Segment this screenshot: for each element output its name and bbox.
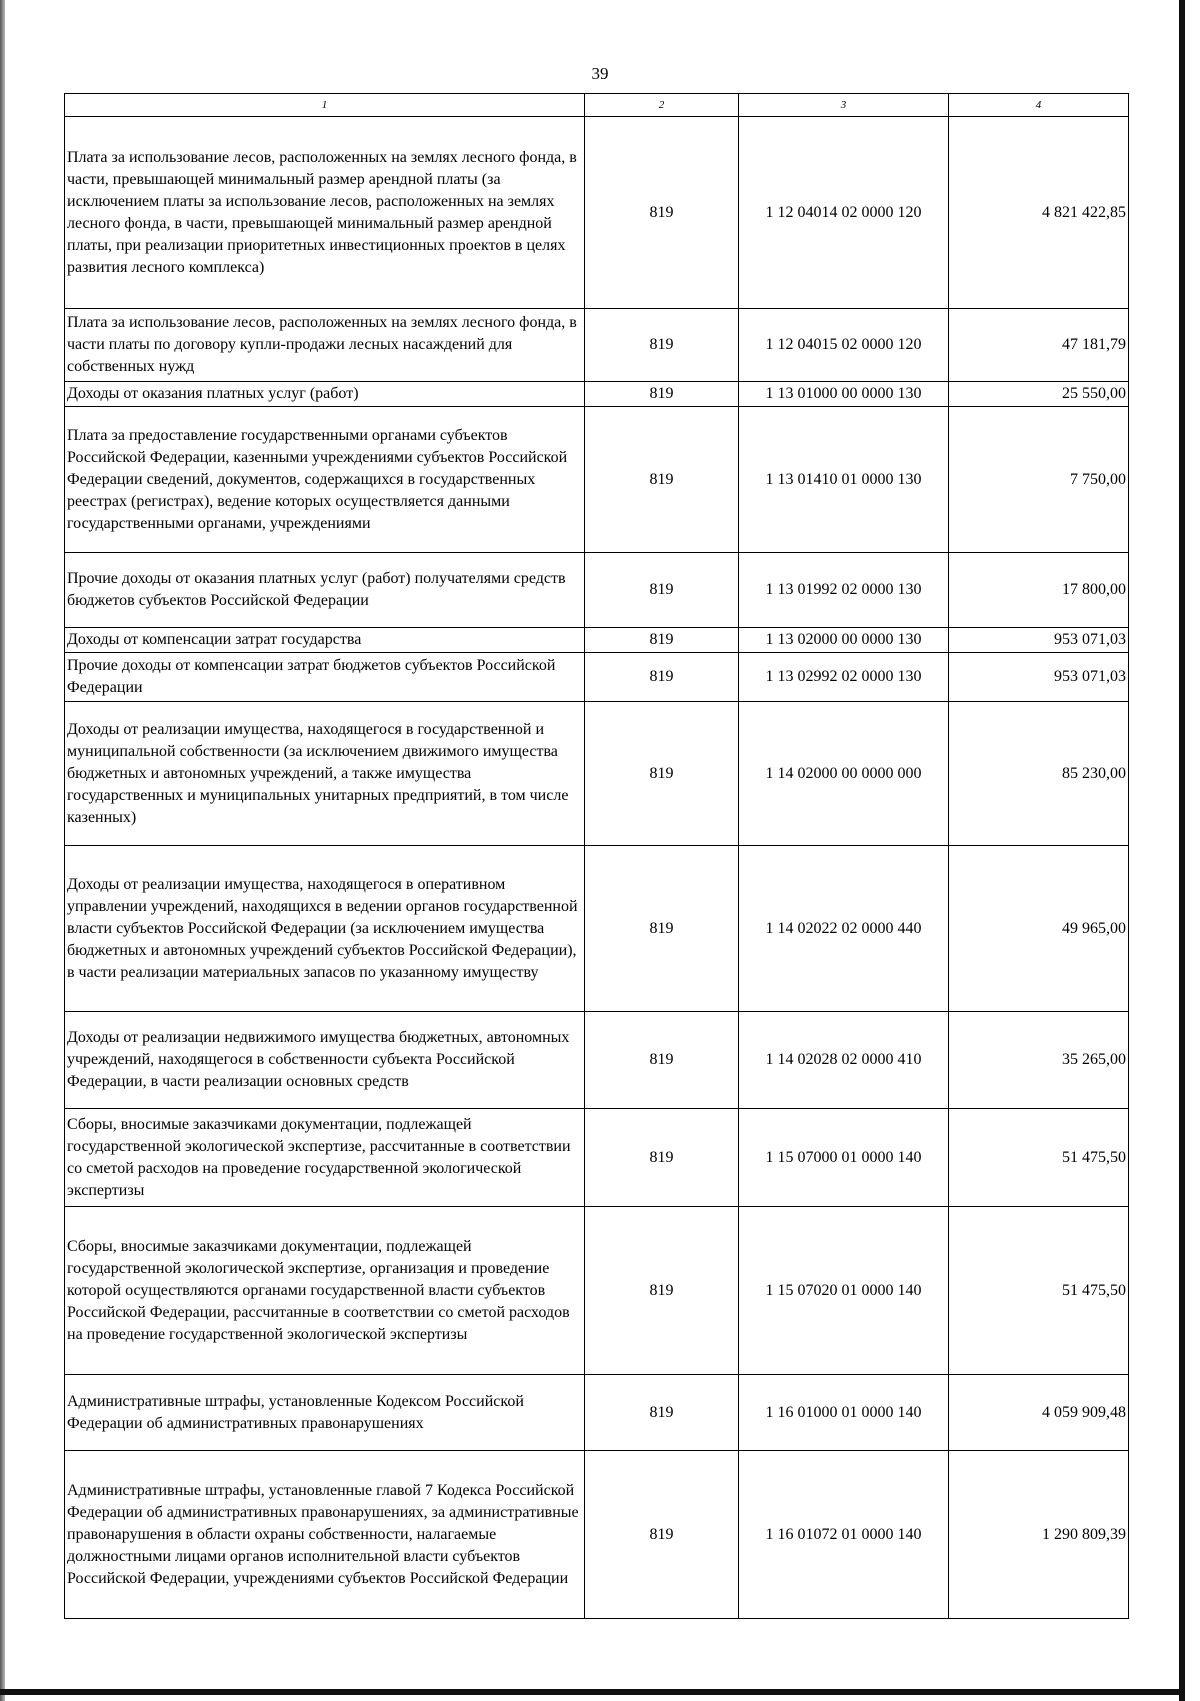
amount: 4 821 422,85 <box>949 117 1129 309</box>
budget-code: 1 12 04014 02 0000 120 <box>739 117 949 309</box>
admin-code: 819 <box>585 309 739 382</box>
amount: 25 550,00 <box>949 382 1129 407</box>
page-number: 39 <box>591 64 609 83</box>
scan-edge-right <box>1179 0 1185 1701</box>
admin-code: 819 <box>585 117 739 309</box>
income-name: Доходы от реализации имущества, находящегося в государственной и муниципальной собственности (за исключением движимого имущества бюджетных и автономных учреждений, а также имущества государственных и муниципальных унитарных предприятий, в том числе казенных) <box>65 702 585 846</box>
admin-code: 819 <box>585 407 739 553</box>
table-row <box>65 702 1129 846</box>
table-row <box>65 653 1129 702</box>
amount: 47 181,79 <box>949 309 1129 382</box>
income-name: Плата за предоставление государственными органами субъектов Российской Федерации, казенными учреждениями субъектов Российской Федерации сведений, документов, содержащихся в государственных реестрах (регистрах), ведение которых осуществляется данными государственными органами, учреждениями <box>65 407 585 553</box>
admin-code: 819 <box>585 628 739 653</box>
table-row <box>65 1109 1129 1207</box>
budget-code: 1 13 02992 02 0000 130 <box>739 653 949 702</box>
column-number: 4 <box>949 94 1129 117</box>
amount: 7 750,00 <box>949 407 1129 553</box>
revenue-table <box>64 93 1129 1619</box>
table-row <box>65 1207 1129 1375</box>
budget-code: 1 13 02000 00 0000 130 <box>739 628 949 653</box>
income-name: Сборы, вносимые заказчиками документации, подлежащей государственной экологической экспертизе, рассчитанные в соответствии со сметой расходов на проведение государственной экологической экспертизы <box>65 1109 585 1207</box>
admin-code: 819 <box>585 1012 739 1109</box>
admin-code: 819 <box>585 382 739 407</box>
budget-code: 1 16 01072 01 0000 140 <box>739 1451 949 1619</box>
admin-code: 819 <box>585 653 739 702</box>
table-row <box>65 846 1129 1012</box>
income-name: Прочие доходы от оказания платных услуг (работ) получателями средств бюджетов субъектов Российской Федерации <box>65 553 585 628</box>
income-name: Доходы от реализации недвижимого имущества бюджетных, автономных учреждений, находящегося в собственности субъекта Российской Федерации, в части реализации основных средств <box>65 1012 585 1109</box>
income-name: Плата за использование лесов, расположенных на землях лесного фонда, в части платы по договору купли-продажи лесных насаждений для собственных нужд <box>65 309 585 382</box>
amount: 49 965,00 <box>949 846 1129 1012</box>
amount: 51 475,50 <box>949 1207 1129 1375</box>
amount: 51 475,50 <box>949 1109 1129 1207</box>
admin-code: 819 <box>585 1375 739 1451</box>
table-row <box>65 407 1129 553</box>
income-name: Административные штрафы, установленные Кодексом Российской Федерации об административных правонарушениях <box>65 1375 585 1451</box>
budget-code: 1 13 01992 02 0000 130 <box>739 553 949 628</box>
table-row <box>65 1451 1129 1619</box>
amount: 4 059 909,48 <box>949 1375 1129 1451</box>
income-name: Доходы от компенсации затрат государства <box>65 628 585 653</box>
budget-code: 1 15 07020 01 0000 140 <box>739 1207 949 1375</box>
income-name: Доходы от оказания платных услуг (работ) <box>65 382 585 407</box>
table-row <box>65 309 1129 382</box>
column-number: 3 <box>739 94 949 117</box>
table-row <box>65 382 1129 407</box>
budget-code: 1 14 02028 02 0000 410 <box>739 1012 949 1109</box>
column-number: 2 <box>585 94 739 117</box>
admin-code: 819 <box>585 702 739 846</box>
scan-edge-bottom <box>0 1689 1185 1695</box>
admin-code: 819 <box>585 846 739 1012</box>
column-number-row <box>65 94 1129 117</box>
amount: 953 071,03 <box>949 628 1129 653</box>
amount: 35 265,00 <box>949 1012 1129 1109</box>
scan-edge-left <box>0 0 5 1701</box>
amount: 953 071,03 <box>949 653 1129 702</box>
admin-code: 819 <box>585 1451 739 1619</box>
income-name: Прочие доходы от компенсации затрат бюджетов субъектов Российской Федерации <box>65 653 585 702</box>
table-row <box>65 628 1129 653</box>
budget-code: 1 13 01000 00 0000 130 <box>739 382 949 407</box>
table-row <box>65 117 1129 309</box>
income-name: Сборы, вносимые заказчиками документации, подлежащей государственной экологической экспертизе, организация и проведение которой осуществляются органами государственной власти субъектов Российской Федерации, рассчитанные в соответствии со сметой расходов на проведение государственной экологической экспертизы <box>65 1207 585 1375</box>
income-name: Административные штрафы, установленные главой 7 Кодекса Российской Федерации об административных правонарушениях, за административные правонарушения в области охраны собственности, налагаемые должностными лицами органов исполнительной власти субъектов Российской Федерации, учреждениями субъектов Российской Федерации <box>65 1451 585 1619</box>
table-row <box>65 1012 1129 1109</box>
table-row <box>65 1375 1129 1451</box>
amount: 17 800,00 <box>949 553 1129 628</box>
budget-code: 1 14 02000 00 0000 000 <box>739 702 949 846</box>
admin-code: 819 <box>585 553 739 628</box>
income-name: Плата за использование лесов, расположенных на землях лесного фонда, в части, превышающей минимальный размер арендной платы (за исключением платы за использование лесов, расположенных на землях лесного фонда, в части, превышающей минимальный размер арендной платы, при реализации приоритетных инвестиционных проектов в целях развития лесного комплекса) <box>65 117 585 309</box>
column-number: 1 <box>65 94 585 117</box>
budget-code: 1 14 02022 02 0000 440 <box>739 846 949 1012</box>
budget-code: 1 12 04015 02 0000 120 <box>739 309 949 382</box>
amount: 85 230,00 <box>949 702 1129 846</box>
budget-code: 1 13 01410 01 0000 130 <box>739 407 949 553</box>
budget-code: 1 16 01000 01 0000 140 <box>739 1375 949 1451</box>
table-row <box>65 553 1129 628</box>
admin-code: 819 <box>585 1207 739 1375</box>
income-name: Доходы от реализации имущества, находящегося в оперативном управлении учреждений, находящихся в ведении органов государственной власти субъектов Российской Федерации (за исключением имущества бюджетных и автономных учреждений субъектов Российской Федерации), в части реализации материальных запасов по указанному имуществу <box>65 846 585 1012</box>
admin-code: 819 <box>585 1109 739 1207</box>
amount: 1 290 809,39 <box>949 1451 1129 1619</box>
budget-code: 1 15 07000 01 0000 140 <box>739 1109 949 1207</box>
